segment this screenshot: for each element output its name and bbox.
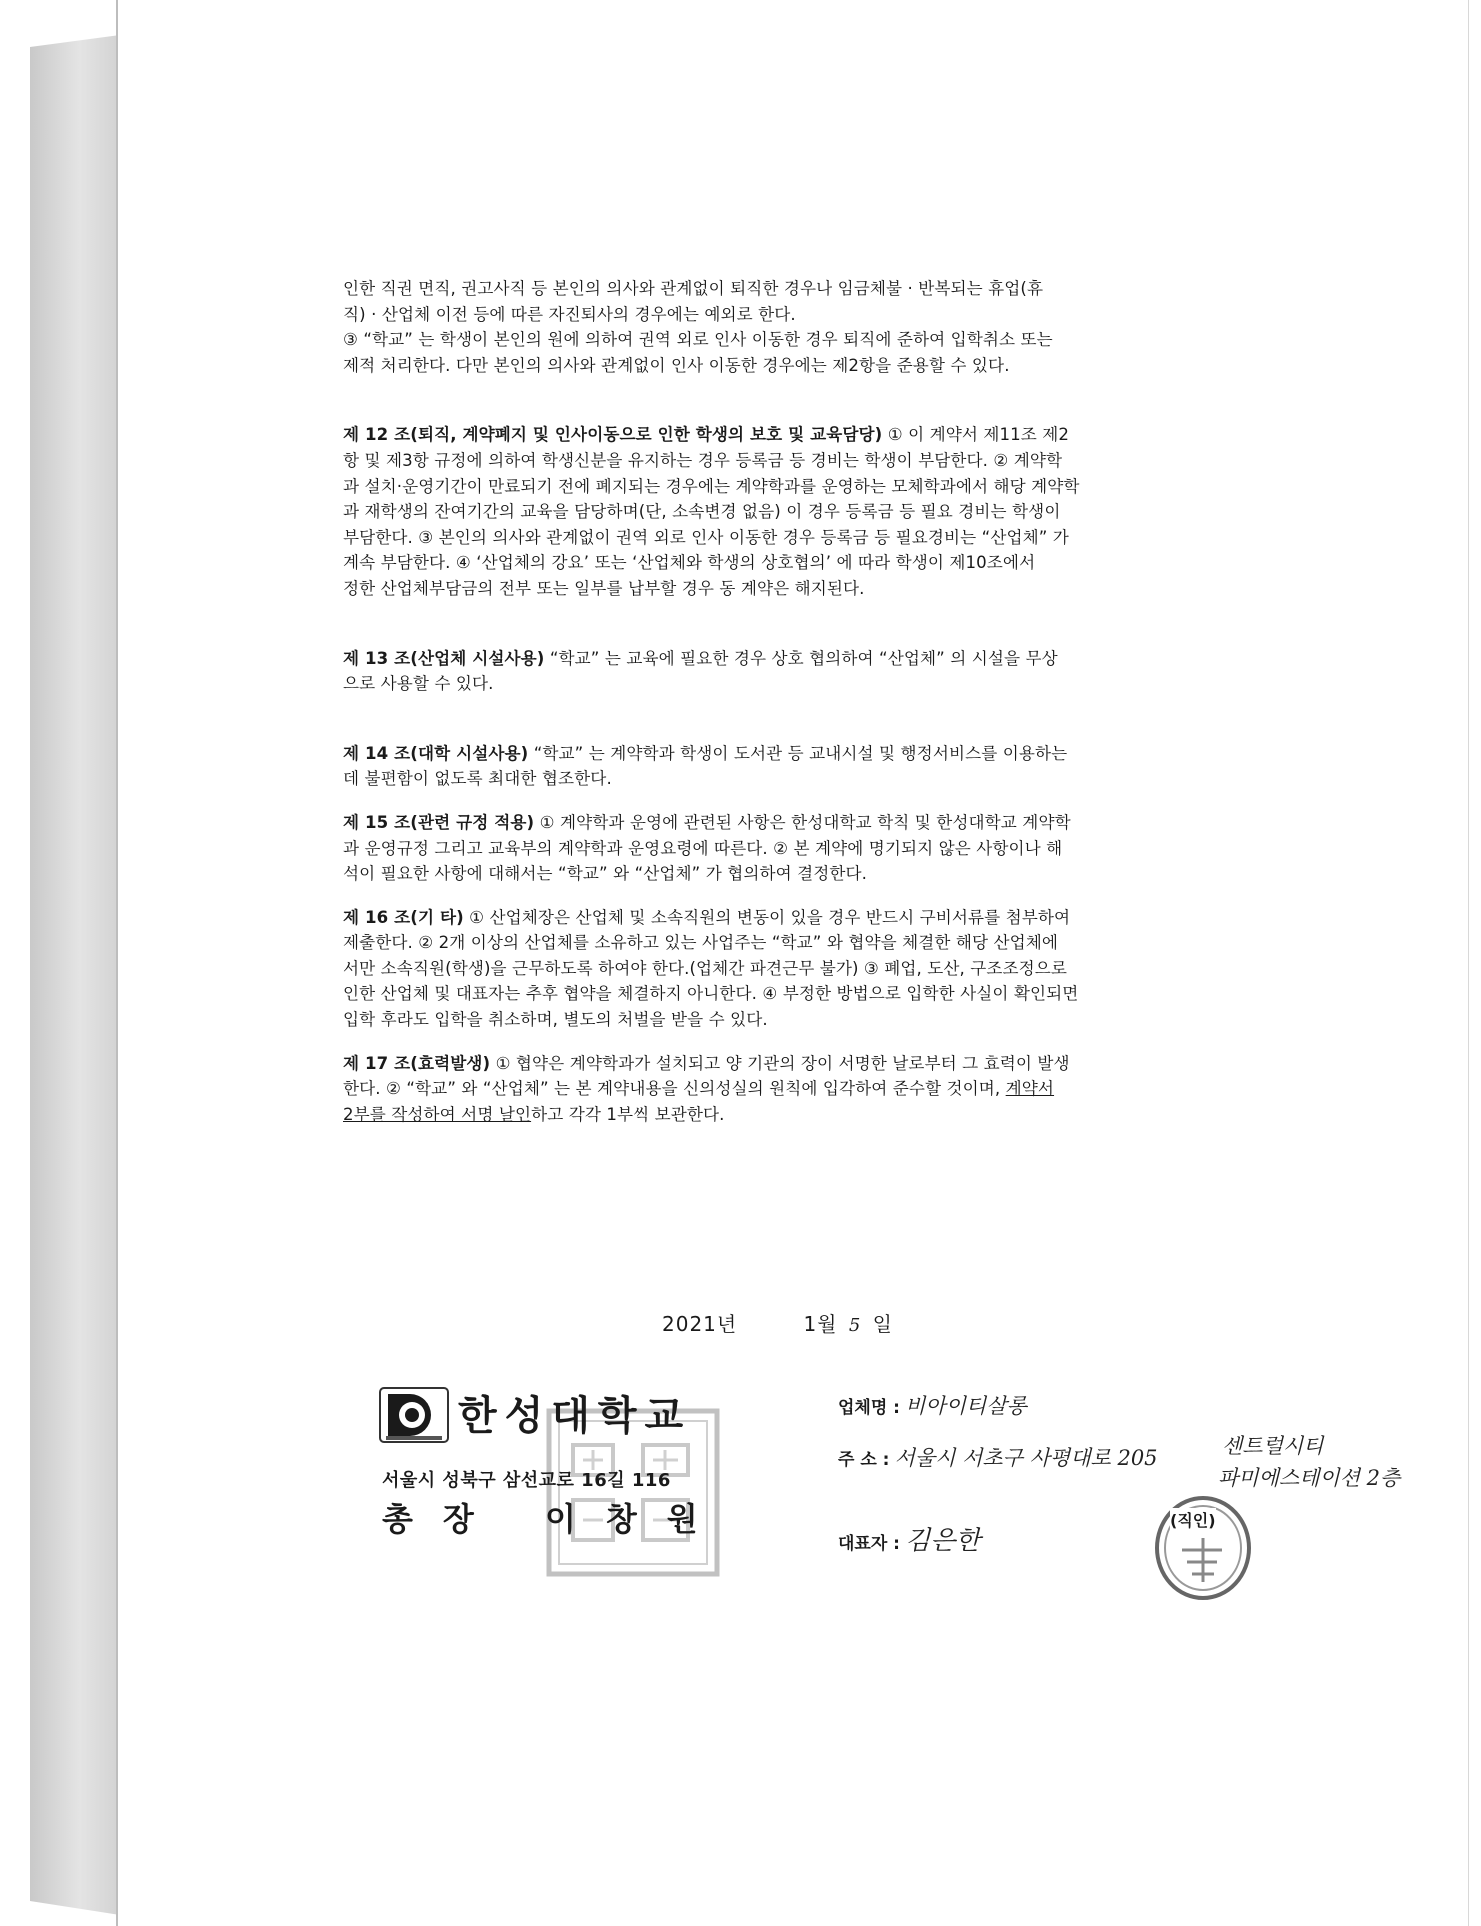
representative-label: 대표자 : [838, 1534, 900, 1554]
text-line: 계속 부담한다. ④ ‘산업체의 강요’ 또는 ‘산업체와 학생의 상호협의’ 에 따라 학생이 제10조에서 [343, 553, 1036, 573]
article-15 [343, 810, 1227, 887]
company-seal-stamp [1152, 1490, 1254, 1602]
text-line: 입학 후라도 입학을 취소하며, 별도의 처벌을 받을 수 있다. [343, 1010, 768, 1030]
school-president: 총장 이창원 [382, 1500, 728, 1538]
company-name-row [838, 1390, 1027, 1420]
company-address-label: 주 소 : [838, 1450, 890, 1470]
date-day-unit: 일 [872, 1312, 893, 1336]
paragraph-continued [343, 276, 1227, 378]
article-14 [343, 741, 1227, 792]
signing-date [662, 1308, 893, 1337]
seal-label: (직인) [1170, 1508, 1216, 1531]
article-title: 제 16 조(기 타) [343, 907, 464, 927]
company-name-handwritten: 비아이티살롱 [905, 1394, 1027, 1418]
text-line: 과 설치·운영기간이 만료되기 전에 폐지되는 경우에는 계약학과를 운영하는 모체학과에서 해당 계약학 [343, 476, 1080, 496]
text-line: 석이 필요한 사항에 대해서는 “학교” 와 “산업체” 가 협의하여 결정한다. [343, 864, 868, 884]
date-year: 2021년 [662, 1312, 738, 1336]
text-line: 데 불편함이 없도록 최대한 협조한다. [343, 769, 612, 789]
date-day-handwritten: 5 [848, 1315, 862, 1336]
article-title: 제 13 조(산업체 시설사용) [343, 648, 545, 668]
text-line: 부담한다. ③ 본인의 의사와 관계없이 권역 외로 인사 이동한 경우 등록금 등 필요경비는 “산업체” 가 [343, 527, 1069, 547]
company-name-label: 업체명 : [838, 1398, 900, 1418]
text-line: 인한 산업체 및 대표자는 추후 협약을 체결하지 아니한다. ④ 부정한 방법으로 입학한 사실이 확인되면 [343, 984, 1079, 1004]
text-line: 정한 산업체부담금의 전부 또는 일부를 납부할 경우 동 계약은 해지된다. [343, 578, 865, 598]
text-line: 과 운영규정 그리고 교육부의 계약학과 운영요령에 따른다. ② 본 계약에 명기되지 않은 사항이나 해 [343, 838, 1063, 858]
text-line: 으로 사용할 수 있다. [343, 674, 494, 694]
underlined-text: 2부를 작성하여 서명 날인 [343, 1104, 532, 1124]
company-address-line-2: 센트럴시티 [1222, 1434, 1324, 1458]
page-stack-edge [30, 35, 120, 1915]
school-address: 서울시 성북구 삼선교로 16길 116 [382, 1470, 671, 1491]
article-13 [343, 646, 1227, 697]
text-line: 항 및 제3항 규정에 의하여 학생신분을 유지하는 경우 등록금 등 경비는 학생이 부담한다. ② 계약학 [343, 450, 1063, 470]
article-title: 제 12 조(퇴직, 계약폐지 및 인사이동으로 인한 학생의 보호 및 교육담당) [343, 425, 883, 445]
article-title: 제 15 조(관련 규정 적용) [343, 812, 535, 832]
page-corner [1424, 0, 1468, 14]
text-line: 직) · 산업체 이전 등에 따른 자진퇴사의 경우에는 예외로 한다. [343, 304, 796, 324]
text-line: 제출한다. ② 2개 이상의 산업체를 소유하고 있는 사업주는 “학교” 와 협약을 체결한 해당 산업체에 [343, 933, 1059, 953]
school-logo-icon [378, 1386, 450, 1444]
text-line: ③ “학교” 는 학생이 본인의 원에 의하여 권역 외로 인사 이동한 경우 퇴직에 준하여 입학취소 또는 [343, 330, 1053, 350]
article-title: 제 17 조(효력발생) [343, 1053, 491, 1073]
article-16 [343, 905, 1227, 1033]
article-17 [343, 1051, 1227, 1128]
text-line: ① 계약학과 운영에 관련된 사항은 한성대학교 학칙 및 한성대학교 계약학 [534, 812, 1071, 832]
article-title: 제 14 조(대학 시설사용) [343, 743, 529, 763]
text-line: 인한 직권 면직, 권고사직 등 본인의 의사와 관계없이 퇴직한 경우나 임금체불 · 반복되는 휴업(휴 [343, 279, 1044, 298]
text-line: 서만 소속직원(학생)을 근무하도록 하여야 한다.(업체간 파견근무 불가) ③ 폐업, 도산, 구조조정으로 [343, 958, 1068, 978]
text-line: 과 재학생의 잔여기간의 교육을 담당하며(단, 소속변경 없음) 이 경우 등록금 등 필요 경비는 학생이 [343, 502, 1061, 522]
text-line: 제적 처리한다. 다만 본인의 의사와 관계없이 인사 이동한 경우에는 제2항을 준용할 수 있다. [343, 355, 1010, 375]
company-representative-row [838, 1520, 980, 1557]
text-line: ① 산업체장은 산업체 및 소속직원의 변동이 있을 경우 반드시 구비서류를 첨부하여 [463, 907, 1071, 927]
text-line: ① 이 계약서 제11조 제2 [882, 425, 1070, 445]
article-12 [343, 422, 1227, 601]
contract-body [343, 276, 1227, 1127]
company-address-handwritten: 서울시 서초구 사평대로 205 [894, 1446, 1158, 1470]
underlined-text: 계약서 [1005, 1079, 1055, 1099]
text-line: “학교” 는 교육에 필요한 경우 상호 협의하여 “산업체” 의 시설을 무상 [544, 648, 1058, 668]
company-address-line-3: 파미에스테이션 2층 [1218, 1466, 1401, 1490]
company-address-row [838, 1442, 1158, 1472]
date-month: 1월 [803, 1312, 838, 1336]
text-line: “학교” 는 계약학과 학생이 도서관 등 교내시설 및 행정서비스를 이용하는 [528, 743, 1068, 763]
text-line: 하고 각각 1부씩 보관한다. [531, 1104, 725, 1124]
text-line: 한다. ② “학교” 와 “산업체” 는 본 계약내용을 신의성실의 원칙에 입각하여 준수할 것이며, [343, 1079, 1006, 1099]
text-line: ① 협약은 계약학과가 설치되고 양 기관의 장이 서명한 날로부터 그 효력이 발생 [490, 1053, 1070, 1073]
representative-signature: 김은한 [905, 1526, 981, 1556]
school-name: 한성대학교 [458, 1393, 692, 1439]
